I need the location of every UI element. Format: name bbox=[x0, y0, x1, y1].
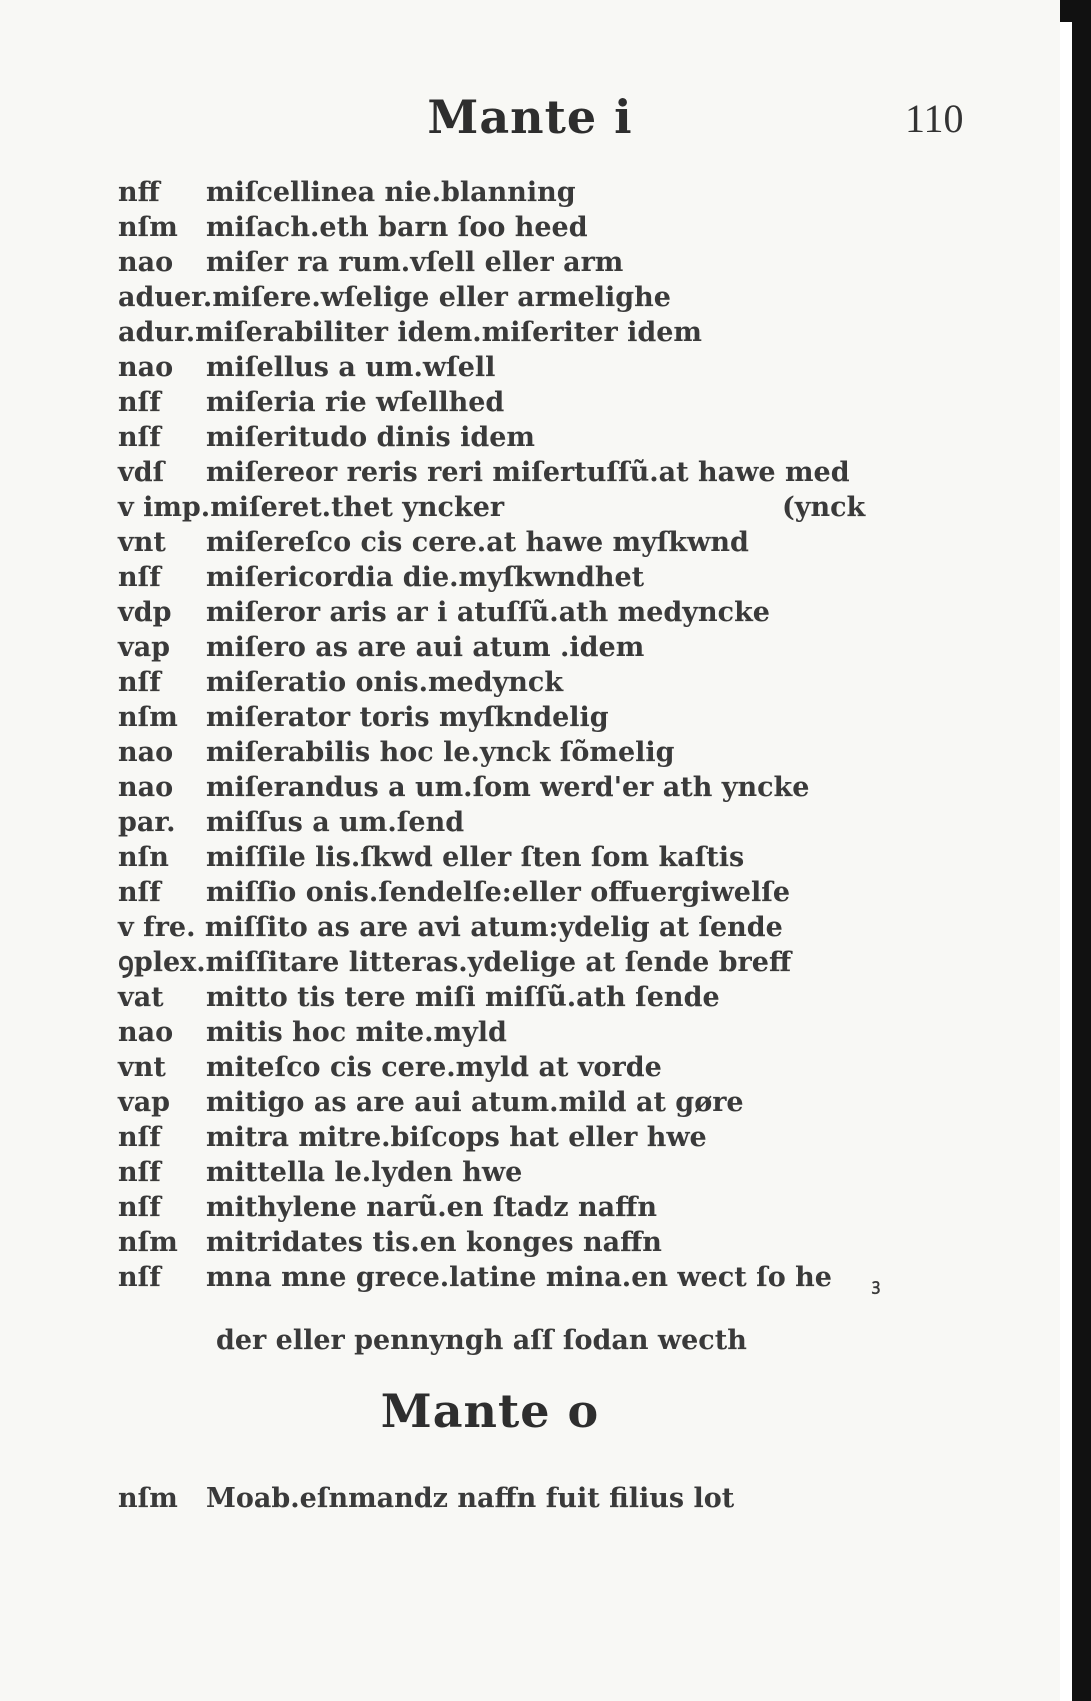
list-item bbox=[118, 316, 702, 350]
grammar-code: nſf bbox=[118, 562, 161, 593]
list-item bbox=[118, 246, 623, 280]
grammar-code: vap bbox=[118, 1087, 171, 1118]
list-item bbox=[118, 981, 720, 1015]
grammar-code: par. bbox=[118, 807, 176, 838]
list-item bbox=[118, 666, 563, 700]
entry-text: mithylene narũ.en ſtadz naffn bbox=[206, 1192, 657, 1223]
entry-text: miſericordia die.myſkwndhet bbox=[206, 562, 645, 593]
list-item bbox=[118, 1156, 522, 1190]
list-item bbox=[118, 1191, 657, 1225]
entry-text: miſer ra rum.vſell eller arm bbox=[206, 247, 624, 278]
grammar-code: vnt bbox=[118, 527, 166, 558]
entry-text: miſerandus a um.ſom werd'er ath yncke bbox=[206, 772, 810, 803]
grammar-code: nſf bbox=[118, 877, 161, 908]
entry-text: der eller pennyngh aſſ ſodan wecth bbox=[216, 1325, 747, 1356]
list-item bbox=[118, 561, 644, 595]
list-item bbox=[118, 211, 588, 245]
entry-text: miſero as are aui atum .idem bbox=[206, 632, 645, 663]
list-item bbox=[216, 1324, 747, 1358]
grammar-code: nao bbox=[118, 737, 174, 768]
carried-mark: ꝫ bbox=[872, 1275, 881, 1294]
list-item bbox=[118, 596, 770, 630]
grammar-code: vnt bbox=[118, 1052, 166, 1083]
list-item bbox=[118, 1121, 707, 1155]
entry-text: mitto tis tere miſi miſſũ.ath ſende bbox=[206, 982, 720, 1013]
entry-text: miſcellinea nie.blanning bbox=[206, 177, 576, 208]
entry-text: mitis hoc mite.myld bbox=[206, 1017, 507, 1048]
list-item bbox=[118, 1016, 507, 1050]
entry-text: miſeror aris ar i atuſſũ.ath medyncke bbox=[206, 597, 770, 628]
list-item bbox=[118, 1086, 744, 1120]
entry-text: mitra mitre.biſcops hat eller hwe bbox=[206, 1122, 707, 1153]
grammar-code: nſn bbox=[118, 842, 169, 873]
entry-text: miſereor reris reri miſertuſſũ.at hawe med bbox=[206, 457, 850, 488]
entry-text: miſeritudo dinis idem bbox=[206, 422, 535, 453]
grammar-code: nſf bbox=[118, 1157, 161, 1188]
section-heading-mante-o: Mante o bbox=[380, 1384, 600, 1438]
grammar-code: nſm bbox=[118, 1483, 178, 1514]
list-item bbox=[118, 491, 504, 525]
entry-text: v imp.miſeret.thet yncker bbox=[118, 492, 505, 523]
grammar-code: nſf bbox=[118, 387, 161, 418]
scan-edge bbox=[1072, 0, 1091, 1701]
grammar-code: vdp bbox=[118, 597, 172, 628]
entry-text: v fre. miſſito as are avi atum:ydelig at ſende bbox=[118, 912, 783, 943]
grammar-code: nſm bbox=[118, 702, 178, 733]
grammar-code: nſm bbox=[118, 212, 178, 243]
list-item bbox=[118, 1226, 662, 1260]
list-item bbox=[118, 736, 675, 770]
entry-text: miſeria rie wſellhed bbox=[206, 387, 505, 418]
entry-text: miſereſco cis cere.at hawe myſkwnd bbox=[206, 527, 749, 558]
list-item bbox=[118, 1261, 832, 1295]
list-item bbox=[118, 281, 671, 315]
section-heading-mante-i: Mante i bbox=[427, 90, 633, 144]
list-item bbox=[118, 631, 644, 665]
grammar-code: nſf bbox=[118, 667, 161, 698]
entry-text: Moab.eſnmandz naffn fuit filius lot bbox=[206, 1483, 735, 1514]
grammar-code: nſf bbox=[118, 1262, 161, 1293]
list-item bbox=[118, 456, 850, 490]
entry-text: miſſile lis.ſkwd eller ſten ſom kaſtis bbox=[206, 842, 745, 873]
carried-word: (ynck bbox=[782, 492, 866, 523]
list-item bbox=[118, 771, 809, 805]
entry-text: miteſco cis cere.myld at vorde bbox=[206, 1052, 662, 1083]
list-item bbox=[118, 806, 464, 840]
list-item bbox=[118, 351, 495, 385]
list-item bbox=[118, 421, 535, 455]
grammar-code: vdſ bbox=[118, 457, 165, 488]
grammar-code: nao bbox=[118, 352, 174, 383]
list-item bbox=[118, 946, 791, 980]
page-number: 110 bbox=[905, 96, 964, 141]
entry-text: miſerabilis hoc le.ynck ſõmelig bbox=[206, 737, 675, 768]
entry-text: mitigo as are aui atum.mild at gøre bbox=[206, 1087, 744, 1118]
entry-text: ꝯplex.miſſitare litteras.ydelige at ſende breff bbox=[118, 947, 792, 978]
entry-text: miſeratio onis.medynck bbox=[206, 667, 564, 698]
entry-text: miſſio onis.ſendelſe:eller offuergiwelſe bbox=[206, 877, 791, 908]
grammar-code: nao bbox=[118, 247, 174, 278]
list-item bbox=[118, 176, 576, 210]
entry-text: aduer.miſere.wſelige eller armelighe bbox=[118, 282, 671, 313]
grammar-code: nſf bbox=[118, 1122, 161, 1153]
grammar-code: nao bbox=[118, 1017, 174, 1048]
list-item bbox=[118, 386, 504, 420]
list-item bbox=[118, 1482, 734, 1516]
list-item bbox=[118, 526, 749, 560]
entry-text: adur.miſerabiliter idem.miſeriter idem bbox=[118, 317, 702, 348]
grammar-code: nſm bbox=[118, 1227, 178, 1258]
entry-text: mna mne grece.latine mina.en wect ſo he bbox=[206, 1262, 832, 1293]
entry-text: mittella le.lyden hwe bbox=[206, 1157, 523, 1188]
entry-text: mitridates tis.en konges naffn bbox=[206, 1227, 662, 1258]
grammar-code: nſf bbox=[118, 1192, 161, 1223]
list-item bbox=[118, 701, 609, 735]
grammar-code: nff bbox=[118, 177, 160, 208]
entry-text: miſſus a um.ſend bbox=[206, 807, 465, 838]
list-item bbox=[118, 841, 744, 875]
grammar-code: vat bbox=[118, 982, 164, 1013]
grammar-code: nſf bbox=[118, 422, 161, 453]
entry-text: miſerator toris myſkndelig bbox=[206, 702, 609, 733]
list-item bbox=[118, 876, 790, 910]
entry-text: miſach.eth barn ſoo heed bbox=[206, 212, 588, 243]
entry-text: miſellus a um.wſell bbox=[206, 352, 496, 383]
grammar-code: vap bbox=[118, 632, 171, 663]
grammar-code: nao bbox=[118, 772, 174, 803]
list-item bbox=[118, 1051, 662, 1085]
list-item bbox=[118, 911, 783, 945]
